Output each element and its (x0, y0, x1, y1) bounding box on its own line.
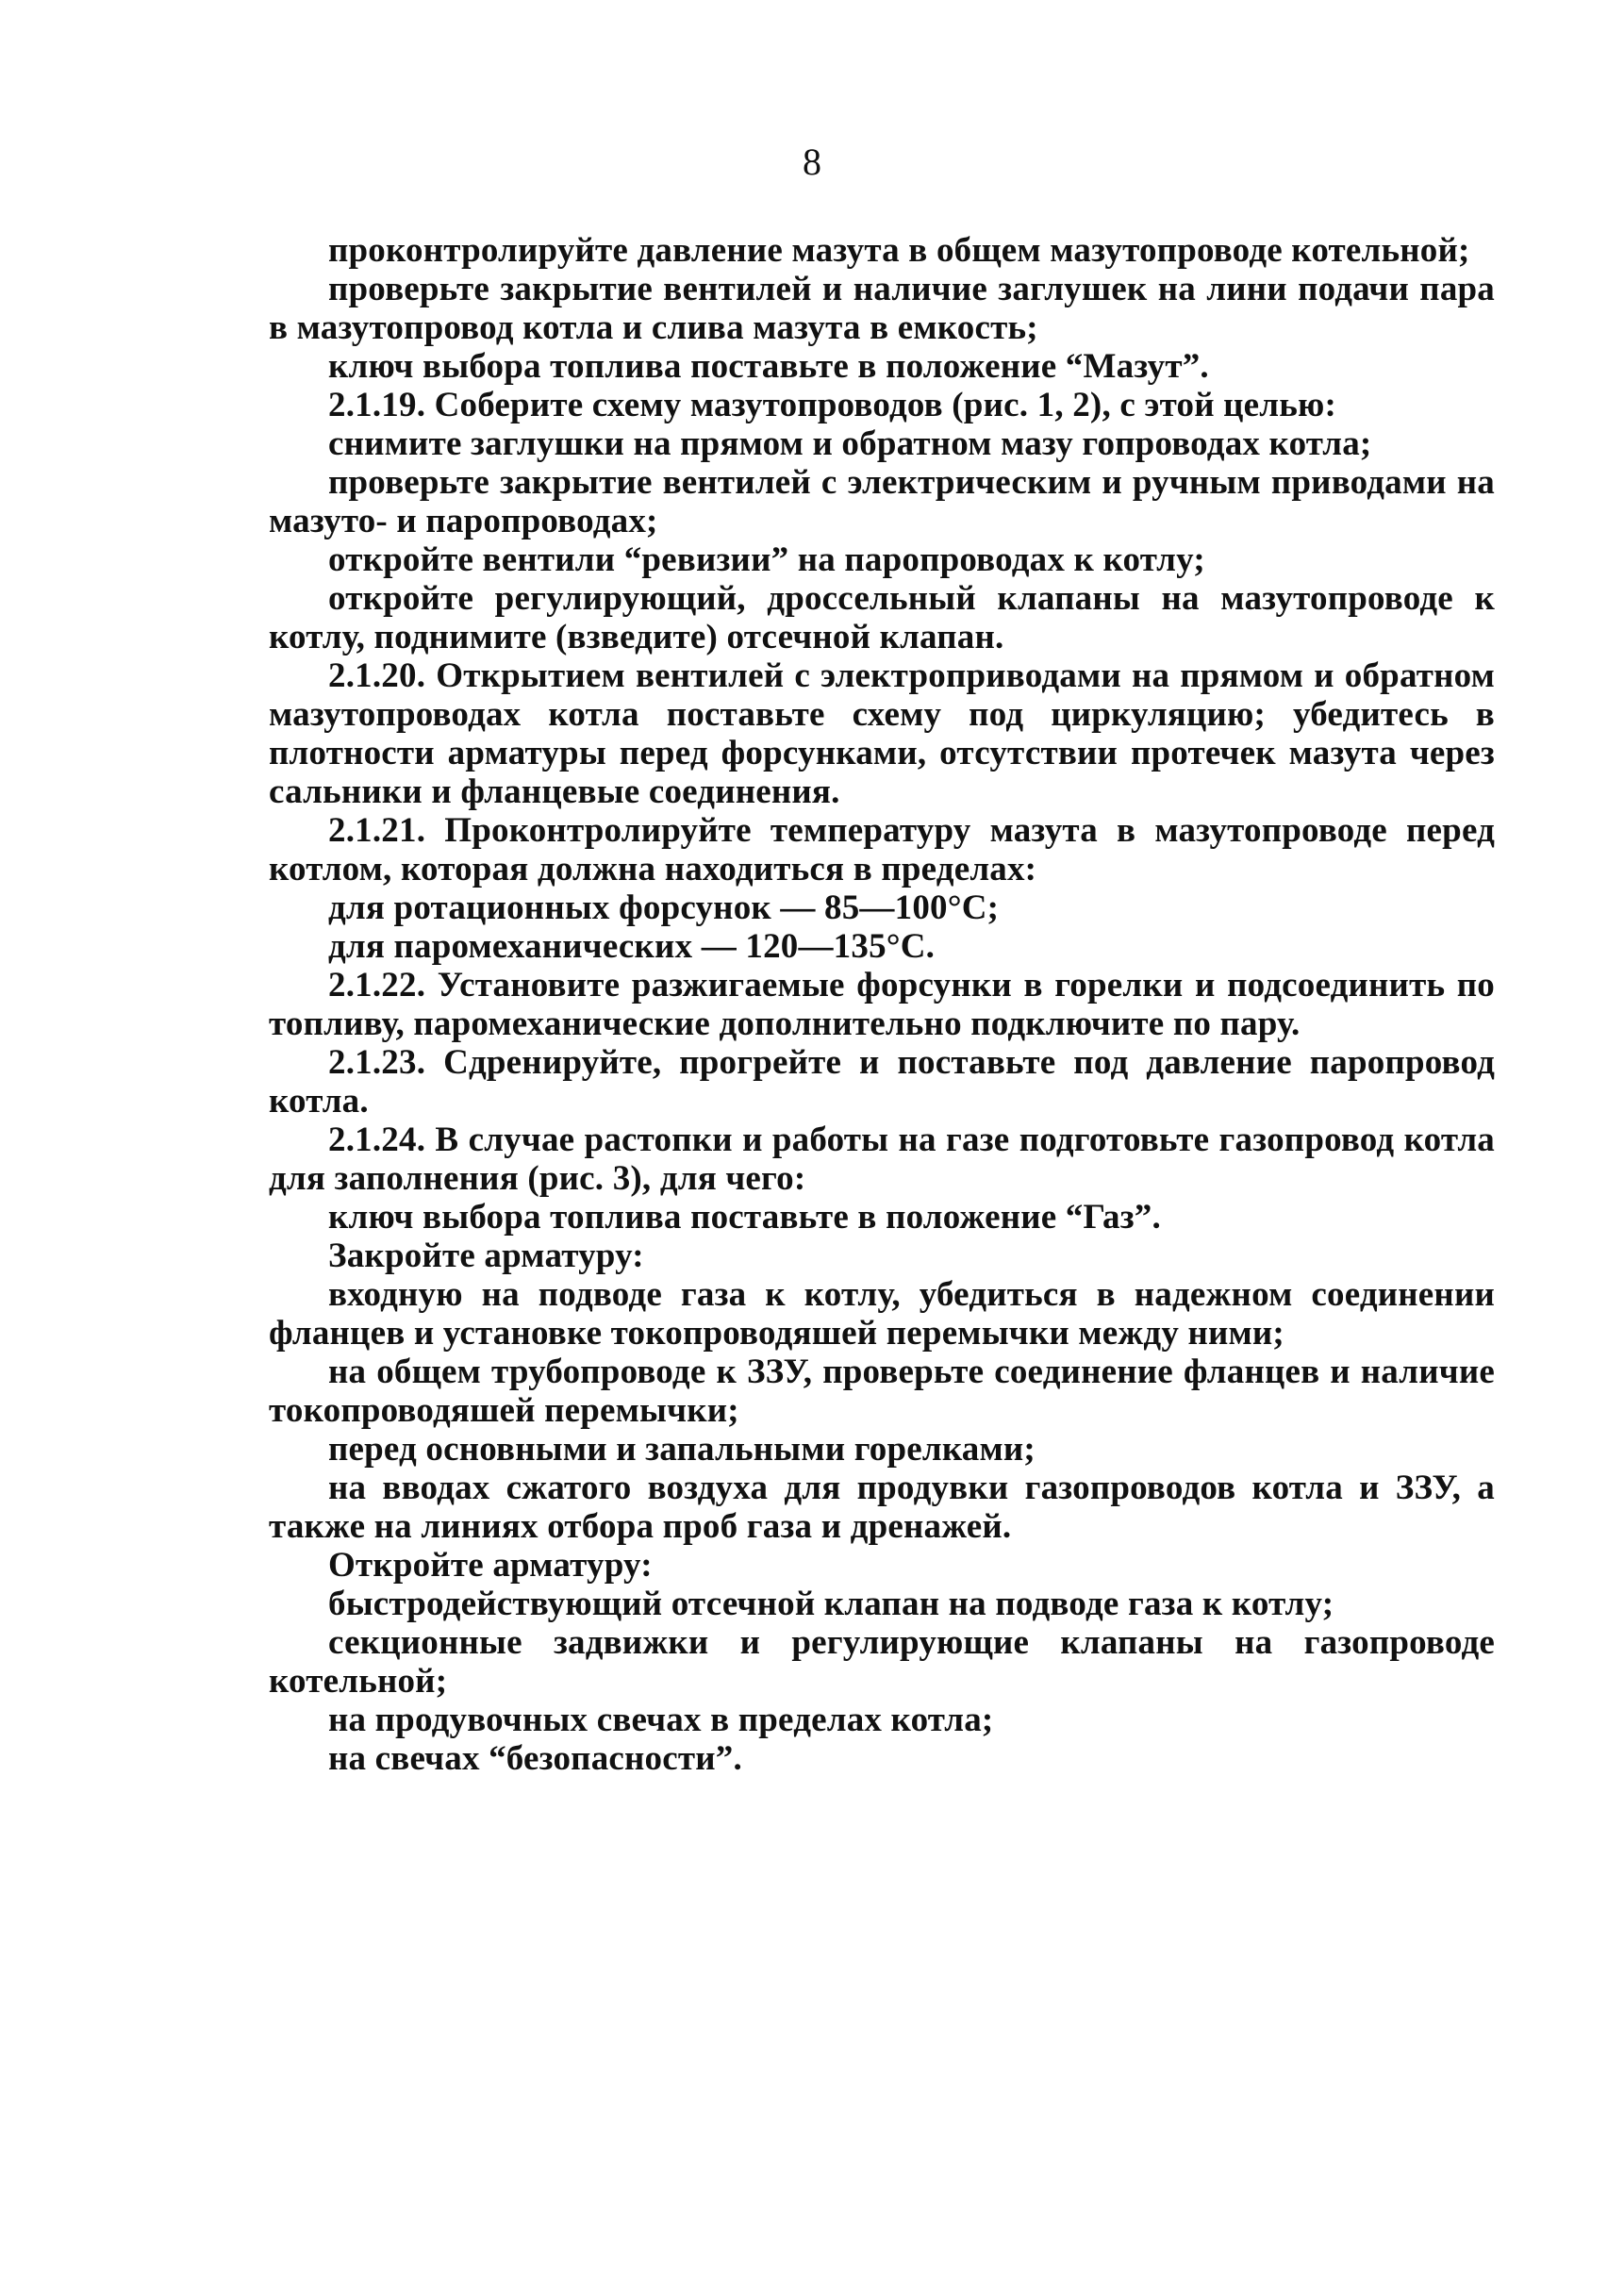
paragraph: проверьте закрытие вентилей и наличие заглушек на лини подачи пара в мазутопровод котла и слива мазута в емкость; (269, 270, 1495, 347)
paragraph: 2.1.21. Проконтролируйте температуру мазута в мазутопроводе перед котлом, которая должна находиться в пределах: (269, 811, 1495, 888)
paragraph: для паромеханических — 120—135°С. (328, 927, 936, 966)
paragraph: секционные задвижки и регулирующие клапаны на газопроводе котельной; (269, 1623, 1495, 1701)
paragraph: ключ выбора топлива поставьте в положение “Мазут”. (328, 347, 1209, 386)
paragraph: для ротационных форсунок — 85—100°С; (328, 888, 1000, 927)
paragraph: ключ выбора топлива поставьте в положение “Газ”. (328, 1198, 1161, 1237)
paragraph: на свечах “безопасности”. (328, 1739, 742, 1778)
paragraph: входную на подводе газа к котлу, убедиться в надежном соединении фланцев и установке токопроводяшей перемычки между ними; (269, 1275, 1495, 1353)
paragraph: откройте регулирующий, дроссельный клапаны на мазутопроводе к котлу, поднимите (взведите) отсечной клапан. (269, 579, 1495, 656)
paragraph: на продувочных свечах в пределах котла; (328, 1701, 994, 1739)
page-number: 8 (803, 141, 821, 183)
paragraph: Откройте арматуру: (328, 1546, 653, 1585)
paragraph: быстродействующий отсечной клапан на подводе газа к котлу; (328, 1585, 1334, 1623)
paragraph: перед основными и запальными горелками; (328, 1430, 1036, 1469)
body-text (269, 231, 1495, 1778)
paragraph: проконтролируйте давление мазута в общем мазутопроводе котельной; (328, 231, 1470, 270)
paragraph: 2.1.20. Открытием вентилей с электроприводами на прямом и обратном мазутопроводах котла поставьте схему под циркуляцию; убедитесь в плотности арматуры перед форсунками, отсутствии протечек мазута через сальники и фланцевые соединения. (269, 656, 1495, 811)
paragraph: 2.1.22. Установите разжигаемые форсунки в горелки и подсоединить по топливу, паромеханические дополнительно подключите по пару. (269, 966, 1495, 1043)
paragraph: 2.1.19. Соберите схему мазутопроводов (рис. 1, 2), с этой целью: (328, 386, 1337, 424)
paragraph: 2.1.23. Сдренируйте, прогрейте и поставьте под давление паропровод котла. (269, 1043, 1495, 1121)
paragraph: проверьте закрытие вентилей с электрическим и ручным приводами на мазуто- и паропроводах; (269, 463, 1495, 540)
paragraph: снимите заглушки на прямом и обратном мазу гопроводах котла; (328, 424, 1372, 463)
paragraph: Закройте арматуру: (328, 1237, 644, 1275)
paragraph: на вводах сжатого воздуха для продувки газопроводов котла и ЗЗУ, а также на линиях отбора проб газа и дренажей. (269, 1469, 1495, 1546)
paragraph: 2.1.24. В случае растопки и работы на газе подготовьте газопровод котла для заполнения (рис. 3), для чего: (269, 1121, 1495, 1198)
paragraph: на общем трубопроводе к ЗЗУ, проверьте соединение фланцев и наличие токопроводяшей перемычки; (269, 1353, 1495, 1430)
paragraph: откройте вентили “ревизии” на паропроводах к котлу; (328, 540, 1205, 579)
